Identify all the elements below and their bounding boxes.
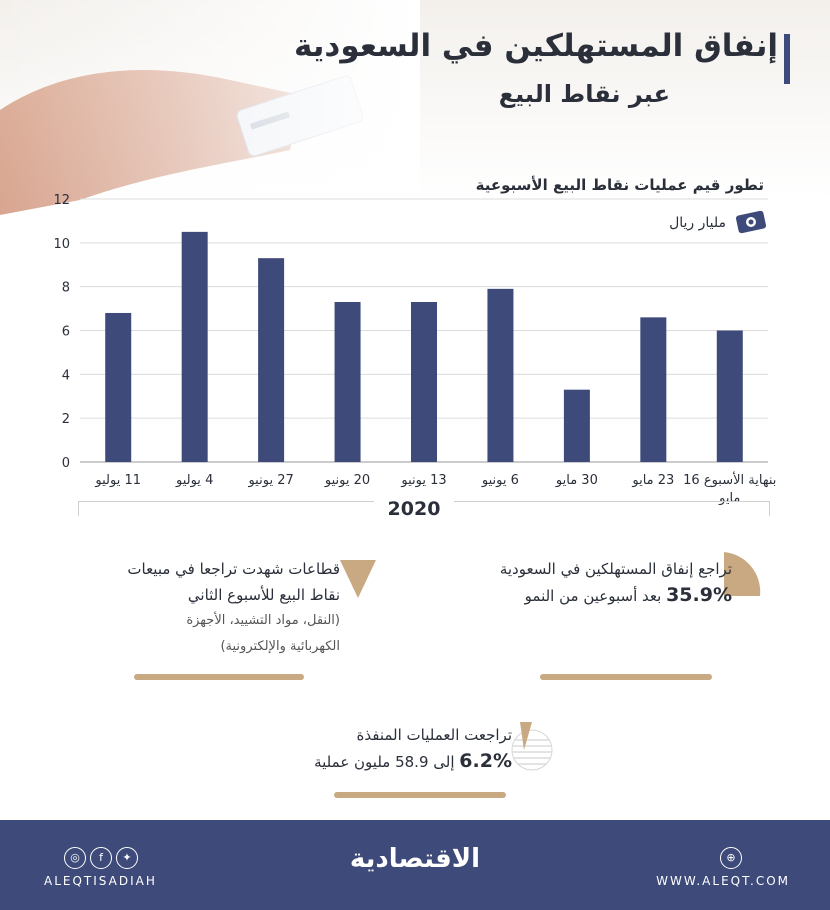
stat-transactions-value: 6.2% xyxy=(459,750,512,772)
stat-sectors-line3: (النقل، مواد التشييد، الأجهزة xyxy=(186,613,340,628)
stat-transactions xyxy=(252,722,512,775)
x-tick-label: 27 يونيو xyxy=(248,473,294,488)
bar xyxy=(335,302,361,462)
y-tick-label: 8 xyxy=(61,280,70,296)
y-tick-label: 10 xyxy=(53,236,70,252)
stat-sectors-line1: قطاعات شهدت تراجعا في مبيعات xyxy=(127,560,340,578)
page-title: إنفاق المستهلكين في السعودية xyxy=(293,28,778,64)
bar xyxy=(258,258,284,462)
stat-sectors xyxy=(60,556,340,660)
footer xyxy=(0,820,830,910)
stat-spending-line2: بعد أسبوعين من النمو xyxy=(524,587,662,605)
year-label: 2020 xyxy=(374,498,454,520)
facebook-icon[interactable]: f xyxy=(90,847,112,869)
chart-title: تطور قيم عمليات نقاط البيع الأسبوعية xyxy=(475,176,764,194)
bar xyxy=(411,302,437,462)
stat-spending-underline xyxy=(540,674,712,680)
bar xyxy=(182,232,208,462)
y-tick-label: 4 xyxy=(61,368,70,384)
bar xyxy=(640,317,666,462)
striped-circle-icon xyxy=(510,720,554,780)
stat-transactions-line1: تراجعت العمليات المنفذة xyxy=(356,726,512,744)
stat-sectors-line2: نقاط البيع للأسبوع الثاني xyxy=(187,586,340,604)
stat-spending-value: 35.9% xyxy=(666,584,732,606)
instagram-icon[interactable]: ◎ xyxy=(64,847,86,869)
x-tick-label: 13 يونيو xyxy=(401,473,447,488)
stat-sectors-line4: الكهربائية والإلكترونية) xyxy=(220,639,340,654)
bar xyxy=(564,390,590,462)
stat-spending-line1: تراجع إنفاق المستهلكين في السعودية xyxy=(499,560,732,578)
bar xyxy=(717,331,743,463)
stat-transactions-underline xyxy=(334,792,506,798)
x-tick-label: 30 مايو xyxy=(555,473,598,488)
x-tick-label: 20 يونيو xyxy=(324,473,371,488)
y-tick-label: 0 xyxy=(61,456,70,471)
stat-transactions-line2: إلى 58.9 مليون عملية xyxy=(314,753,455,771)
triangle-icon xyxy=(338,558,378,602)
bar xyxy=(105,313,131,462)
x-tick-label: 6 يونيو xyxy=(481,473,519,488)
y-tick-label: 12 xyxy=(53,193,70,208)
bar-chart xyxy=(0,185,830,505)
title-accent-bar xyxy=(784,34,790,84)
brand-logo: الاقتصادية xyxy=(349,844,481,874)
unit-label: مليار ريال xyxy=(669,215,726,231)
x-tick-label: 23 مايو xyxy=(632,473,675,488)
x-tick-label: 11 يوليو xyxy=(95,473,142,488)
social-handle[interactable]: ALEQTISADIAH xyxy=(44,874,157,888)
stat-sectors-underline xyxy=(134,674,304,680)
twitter-icon[interactable]: ✦ xyxy=(116,847,138,869)
page-subtitle: عبر نقاط البيع xyxy=(498,80,670,108)
stat-spending-decline xyxy=(432,556,732,609)
x-tick-label: مايو xyxy=(719,491,741,505)
bar xyxy=(487,289,513,462)
website-link[interactable]: WWW.ALEQT.COM xyxy=(656,874,790,888)
y-tick-label: 6 xyxy=(61,324,70,340)
y-tick-label: 2 xyxy=(61,412,70,428)
x-tick-label: 4 يوليو xyxy=(175,473,214,488)
globe-icon: ⊕ xyxy=(720,847,742,869)
x-tick-label: بنهاية الأسبوع 16 xyxy=(683,473,777,488)
